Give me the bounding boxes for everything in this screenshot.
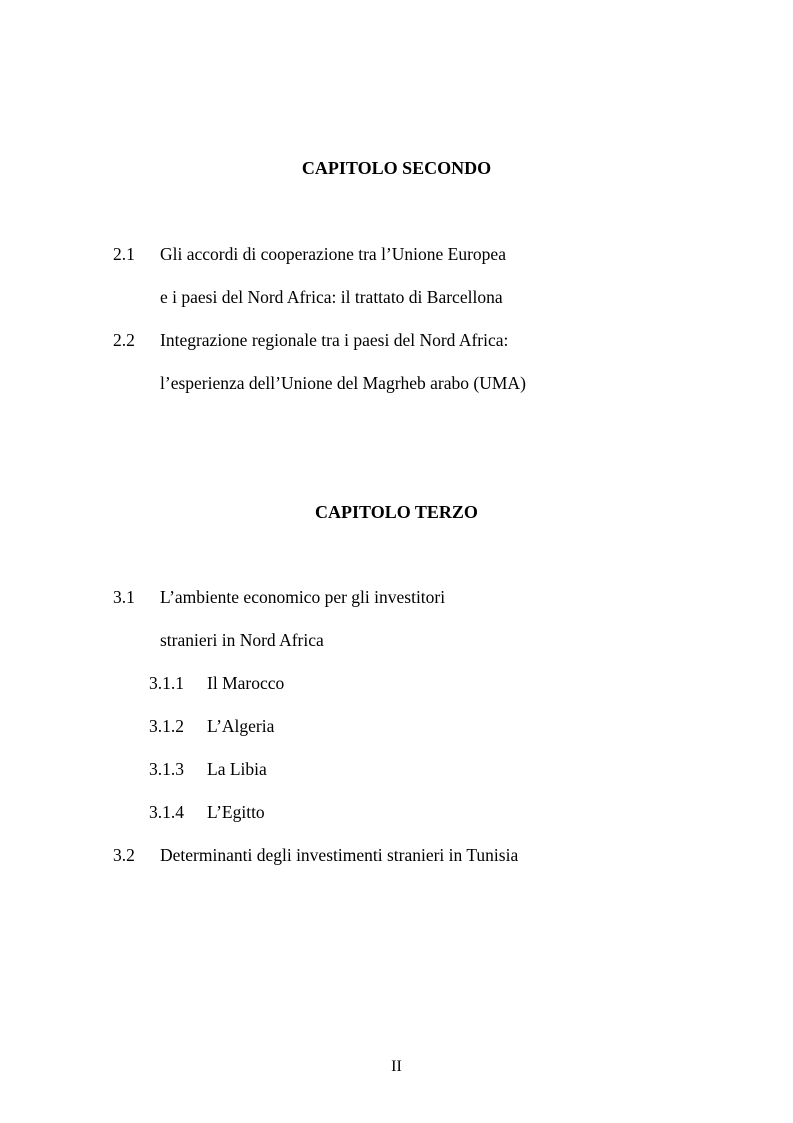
toc-entry-3-1-title-continued: stranieri in Nord Africa [160,630,324,650]
toc-entry-3-1-number: 3.1 [113,587,135,607]
toc-entry-2-2-title: Integrazione regionale tra i paesi del Nord Africa: [160,330,509,350]
toc-subentry-3-1-4-title: L’Egitto [207,802,265,822]
toc-subentry-3-1-2-title: L’Algeria [207,716,275,736]
toc-entry-3-2-number: 3.2 [113,845,135,865]
toc-entry-2-2-number: 2.2 [113,330,135,350]
toc-entry-2-2-title-continued: l’esperienza dell’Unione del Magrheb arabo (UMA) [160,373,526,393]
toc-subentry-3-1-2-number: 3.1.2 [149,716,184,736]
toc-entry-3-1-title: L’ambiente economico per gli investitori [160,587,446,607]
toc-entry-2-1-title: Gli accordi di cooperazione tra l’Unione Europea [160,244,506,264]
toc-subentry-3-1-1-title: Il Marocco [207,673,285,693]
page-number: II [391,1058,402,1075]
toc-entry-2-1-title-continued: e i paesi del Nord Africa: il trattato di Barcellona [160,287,503,307]
toc-subentry-3-1-1-number: 3.1.1 [149,673,184,693]
chapter-2-heading: CAPITOLO SECONDO [301,158,492,178]
toc-entry-2-1-number: 2.1 [113,244,135,264]
toc-subentry-3-1-4-number: 3.1.4 [149,802,184,822]
toc-subentry-3-1-3-title: La Libia [207,759,267,779]
chapter-3-heading: CAPITOLO TERZO [315,502,478,522]
toc-subentry-3-1-3-number: 3.1.3 [149,759,184,779]
toc-entry-3-2-title: Determinanti degli investimenti stranieri in Tunisia [160,845,519,865]
